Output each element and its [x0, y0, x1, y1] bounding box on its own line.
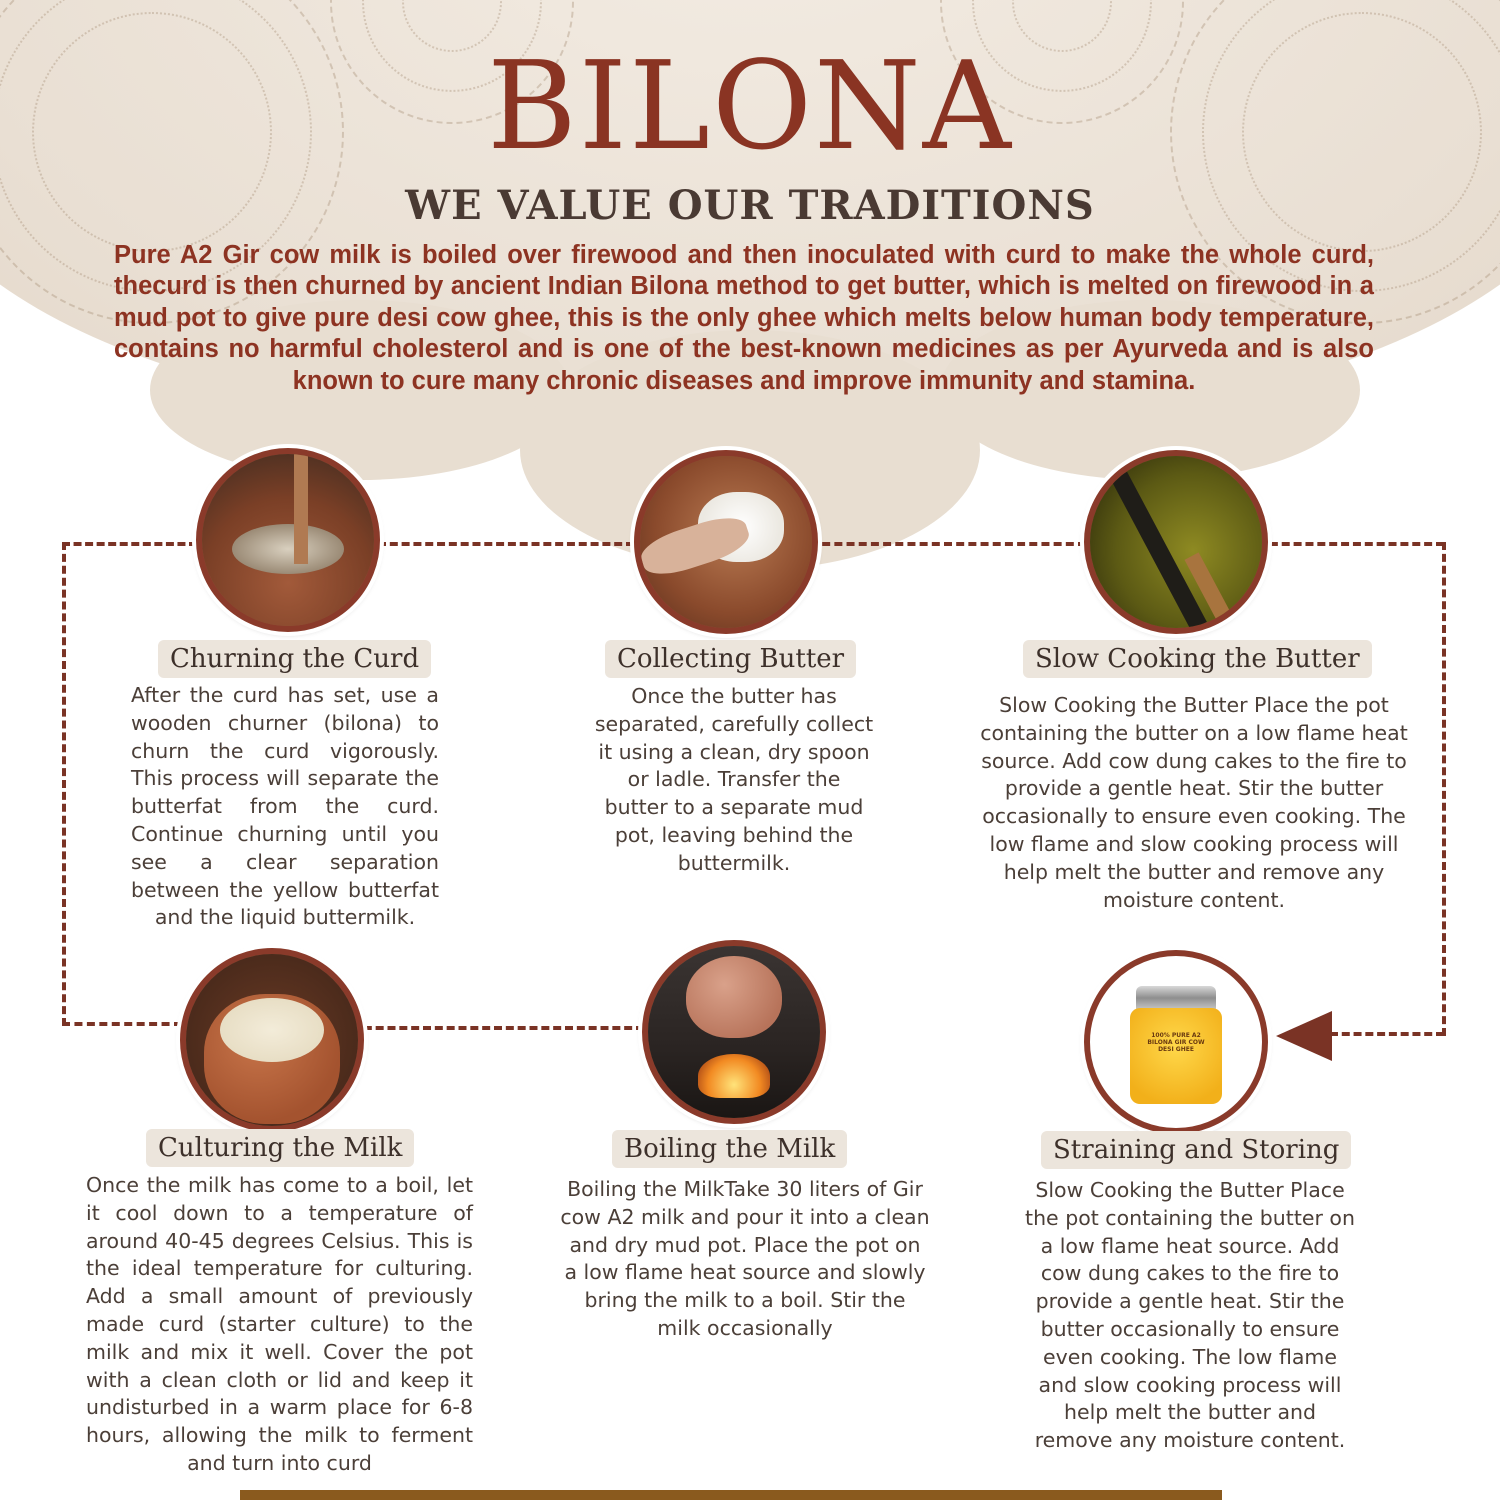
flow-line: [810, 542, 1086, 546]
step-description: Once the milk has come to a boil, let it cool down to a temperature of around 40-45 degrees Celsius. This is the ideal temperature for culturing. Add a small amount of previously made curd (starter culture) to the milk and mix it well. Cover the pot with a clean cloth or lid and keep it undisturbed in a warm place for 6-8 hours, allowing the milk to ferment and turn into curd: [86, 1173, 473, 1475]
page-title: BILONA: [487, 35, 1013, 177]
jar-label: 100% PURE A2 BILONA GIR COW DESI GHEE: [1147, 1032, 1205, 1053]
step-description: After the curd has set, use a wooden churner (bilona) to churn the curd vigorously. This process will separate the butterfat from the curd. Continue churning until you see a clear separation between the yellow butterfat and the liquid buttermilk.: [131, 683, 439, 930]
flow-line: [62, 542, 66, 1026]
step-title: Collecting Butter: [605, 640, 856, 678]
churning-pot-icon: [196, 448, 380, 632]
flow-line: [62, 1022, 182, 1026]
curd-pot-icon: [180, 948, 364, 1132]
ghee-cooking-icon: [1084, 450, 1268, 634]
step-title: Straining and Storing: [1041, 1131, 1351, 1169]
step-title: Boiling the Milk: [612, 1130, 847, 1168]
flow-line: [1442, 542, 1446, 1036]
step-title: Culturing the Milk: [146, 1129, 414, 1167]
step-description: Boiling the MilkTake 30 liters of Gir cow A2 milk and pour it into a clean and dry mud pot. Place the pot on a low flame heat source and slowly bring the milk to a boil. Stir the milk occasionally: [560, 1177, 930, 1340]
step-description: Once the butter has separated, carefully collect it using a clean, dry spoon or ladle. Transfer the butter to a separate mud pot, leaving behind the buttermilk.: [594, 684, 874, 875]
flow-line: [1258, 542, 1444, 546]
step-title: Slow Cooking the Butter: [1023, 640, 1372, 678]
step-description: Slow Cooking the Butter Place the pot containing the butter on a low flame heat source. Add cow dung cakes to the fire to provide a gentle heat. Stir the butter occasionally to ensure even cooking. The low flame and slow cooking process will help melt the butter and remove any moisture content.: [1025, 1178, 1355, 1453]
intro-paragraph: Pure A2 Gir cow milk is boiled over firewood and then inoculated with curd to make the whole curd, thecurd is then churned by ancient Indian Bilona method to get butter, which is melted on firewood in a mud pot to give pure desi cow ghee, this is the only ghee which melts below human body temperature, contains no harmful cholesterol and is one of the best-known medicines as per Ayurveda and is also known to cure many chronic diseases and improve immunity and stamina.: [114, 241, 1374, 395]
step-title: Churning the Curd: [158, 640, 431, 678]
footer-divider: [240, 1490, 1222, 1500]
flow-line: [352, 1026, 644, 1030]
butter-hand-icon: [634, 450, 818, 634]
ghee-jar-icon: [1084, 950, 1268, 1134]
flow-line: [62, 542, 197, 546]
flow-arrow-icon: [1276, 1011, 1332, 1061]
step-description: Slow Cooking the Butter Place the pot containing the butter on a low flame heat source. Add cow dung cakes to the fire to provide a gentle heat. Stir the butter occasionally to ensure even cooking. The low flame and slow cooking process will help melt the butter and remove any moisture content.: [980, 693, 1408, 912]
firewood-pot-icon: [642, 940, 826, 1124]
page-subtitle: WE VALUE OUR TRADITIONS: [405, 182, 1095, 229]
flow-line: [1330, 1032, 1444, 1036]
flow-line: [378, 542, 634, 546]
